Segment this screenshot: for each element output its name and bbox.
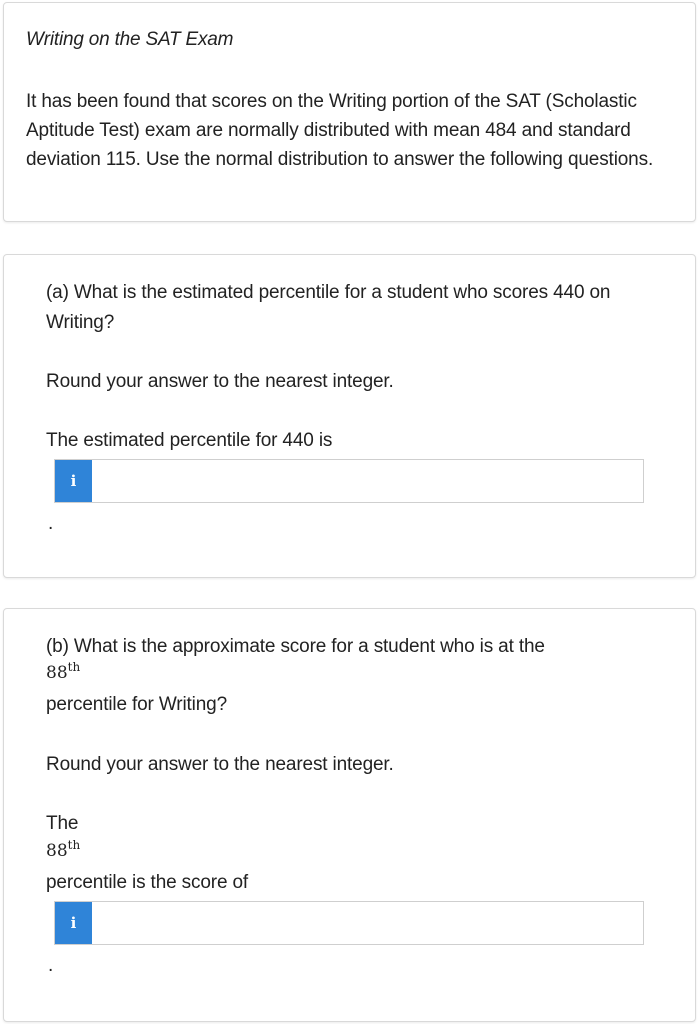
part-a-question: (a) What is the estimated percentile for a student who scores 440 on Writing? (46, 282, 611, 333)
part-b-answer-input[interactable] (92, 902, 643, 944)
problem-description: It has been found that scores on the Writing portion of the SAT (Scholastic Aptitude Test) exam are normally distributed with mean 484 and standard deviation 115. Use the normal distribution to answer the following questions. (26, 91, 654, 170)
part-a-prompt: The estimated percentile for 440 is (46, 430, 333, 451)
part-b-instruction: Round your answer to the nearest integer. (46, 754, 394, 775)
ordinal-number: 88 (46, 841, 68, 861)
part-b-trailing-period: . (48, 955, 54, 976)
part-b-card (3, 608, 696, 1022)
part-b-answer-box (54, 901, 644, 945)
part-a-card (3, 254, 696, 578)
ordinal-suffix: th (67, 838, 81, 852)
part-a-instruction: Round your answer to the nearest integer. (46, 371, 394, 392)
part-a-answer-input[interactable] (92, 460, 643, 502)
ordinal-suffix: th (67, 660, 81, 674)
part-b-prompt-end: percentile is the score of (46, 872, 249, 893)
part-b-prompt-start: The (46, 813, 79, 834)
problem-intro-card (3, 2, 696, 222)
ordinal-number: 88 (46, 663, 68, 683)
problem-title: Writing on the SAT Exam (26, 29, 234, 50)
part-b-ordinal (46, 660, 81, 683)
info-icon[interactable]: i (55, 902, 92, 944)
part-a-answer-box (54, 459, 644, 503)
info-icon[interactable]: i (55, 460, 92, 502)
part-b-prompt-ordinal (46, 838, 81, 861)
part-b-question: (b) What is the approximate score for a student who is at the (46, 636, 545, 657)
part-a-trailing-period: . (48, 513, 54, 534)
part-b-question-continued: percentile for Writing? (46, 694, 228, 715)
